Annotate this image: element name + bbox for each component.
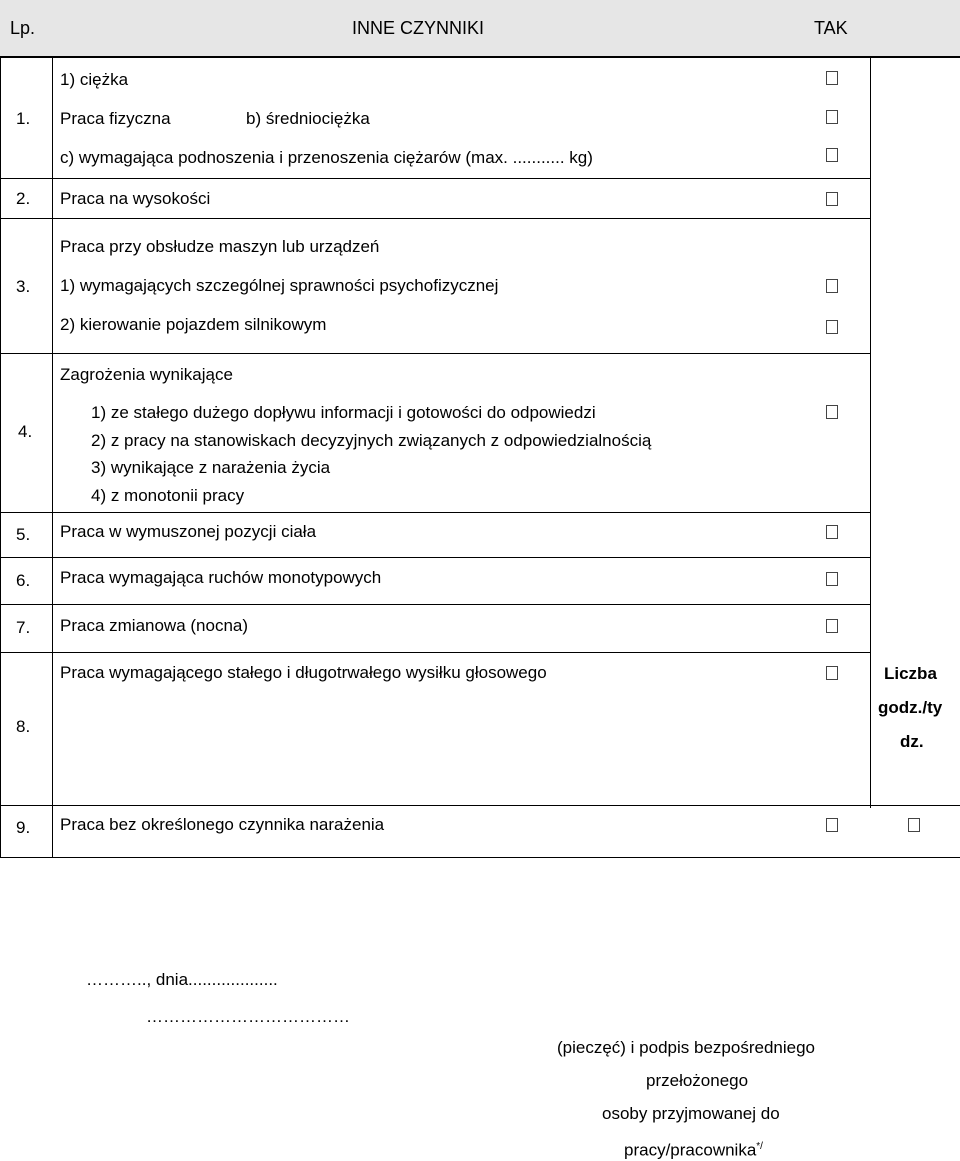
hours-label: godz./ty: [878, 698, 943, 717]
option-text: 3) wynikające z narażenia życia: [91, 458, 331, 477]
row-divider: [0, 218, 870, 219]
row-divider: [0, 805, 960, 806]
row-divider: [0, 857, 960, 858]
checkbox[interactable]: [826, 619, 838, 633]
checkbox[interactable]: [826, 818, 838, 832]
row-divider: [0, 353, 870, 354]
signature-caption: (pieczęć) i podpis bezpośredniego: [557, 1038, 815, 1057]
header-tak: TAK: [814, 18, 848, 38]
row-divider: [0, 178, 870, 179]
header-lp: Lp.: [10, 18, 36, 38]
hours-label: dz.: [900, 732, 924, 751]
row-label: Praca przy obsłudze maszyn lub urządzeń: [60, 237, 380, 256]
checkbox[interactable]: [826, 405, 838, 419]
row-label: Praca na wysokości: [60, 189, 211, 208]
row-number: 1.: [16, 109, 31, 128]
option-text: 4) z monotonii pracy: [91, 486, 245, 505]
option-text: 1) ciężka: [60, 70, 129, 89]
row-label: Zagrożenia wynikające: [60, 365, 233, 384]
checkbox[interactable]: [826, 666, 838, 680]
checkbox[interactable]: [826, 525, 838, 539]
footnote-marker: */: [756, 1141, 763, 1152]
row-number: 9.: [16, 818, 31, 837]
checkbox[interactable]: [826, 110, 838, 124]
checkbox[interactable]: [826, 71, 838, 85]
hours-label: Liczba: [884, 664, 937, 683]
dotted-line: ………………………………: [146, 1007, 350, 1026]
table-border: [0, 56, 960, 58]
option-text: b) średniociężka: [246, 109, 370, 128]
option-text: 2) kierowanie pojazdem silnikowym: [60, 315, 327, 334]
row-divider: [0, 604, 870, 605]
row-label: Praca wymagającego stałego i długotrwałego wysiłku głosowego: [60, 663, 547, 682]
checkbox[interactable]: [826, 192, 838, 206]
signature-caption-text: pracy/pracownika: [624, 1140, 757, 1160]
signature-caption: przełożonego: [646, 1071, 749, 1090]
row-label: Praca w wymuszonej pozycji ciała: [60, 522, 317, 541]
option-text: 1) ze stałego dużego dopływu informacji i gotowości do odpowiedzi: [91, 403, 596, 422]
checkbox[interactable]: [826, 279, 838, 293]
signature-caption: [624, 1137, 763, 1161]
row-number: 6.: [16, 571, 31, 590]
row-divider: [0, 557, 870, 558]
row-label: Praca bez określonego czynnika narażenia: [60, 815, 385, 834]
row-divider: [0, 652, 870, 653]
checkbox[interactable]: [908, 818, 920, 832]
option-text: c) wymagająca podnoszenia i przenoszenia ciężarów (max. ........... kg): [60, 148, 593, 167]
row-number: 8.: [16, 717, 31, 736]
date-field: ……….., dnia...................: [86, 970, 278, 989]
row-divider: [0, 512, 870, 513]
row-number: 5.: [16, 525, 31, 544]
checkbox[interactable]: [826, 148, 838, 162]
option-text: 1) wymagających szczególnej sprawności psychofizycznej: [60, 276, 499, 295]
row-number: 3.: [16, 277, 31, 296]
row-label: Praca fizyczna: [60, 109, 171, 128]
header-title: INNE CZYNNIKI: [352, 18, 485, 38]
row-number: 2.: [16, 189, 31, 208]
signature-caption: osoby przyjmowanej do: [602, 1104, 780, 1123]
row-label: Praca zmianowa (nocna): [60, 616, 249, 635]
row-number: 4.: [18, 422, 33, 441]
checkbox[interactable]: [826, 572, 838, 586]
column-divider: [870, 58, 871, 808]
option-text: 2) z pracy na stanowiskach decyzyjnych związanych z odpowiedzialnością: [91, 431, 652, 450]
row-number: 7.: [16, 618, 31, 637]
row-label: Praca wymagająca ruchów monotypowych: [60, 568, 382, 587]
checkbox[interactable]: [826, 320, 838, 334]
